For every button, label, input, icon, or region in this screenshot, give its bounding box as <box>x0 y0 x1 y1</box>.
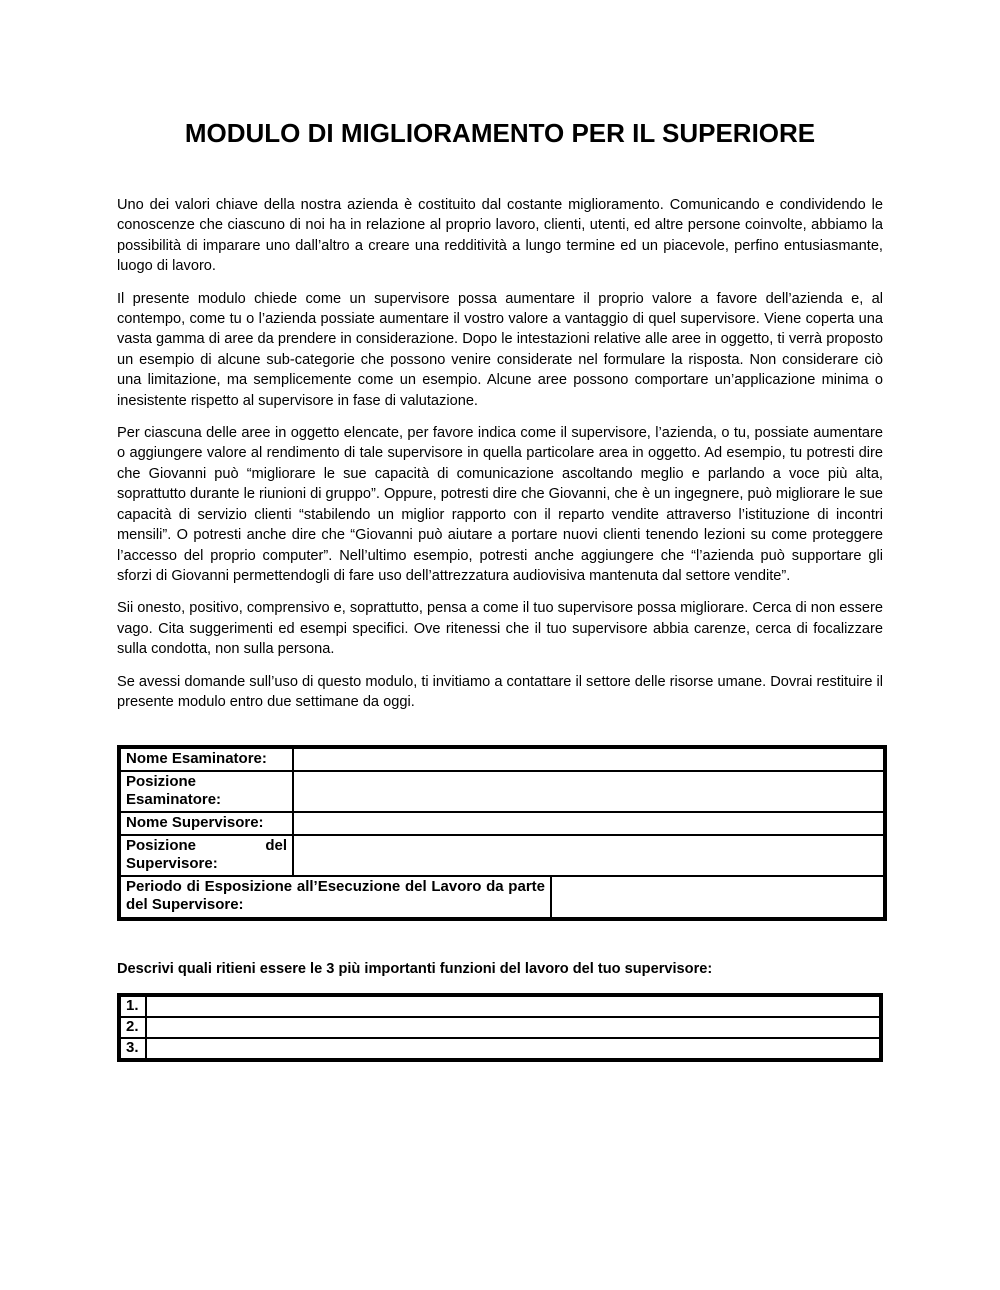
examiner-position-field[interactable] <box>293 771 885 812</box>
function-2-field[interactable] <box>146 1017 881 1038</box>
purpose-paragraph: Il presente modulo chiede come un supervisore possa aumentare il proprio valore a favore dell’azienda e, al contempo, come tu o l’azienda possiate aumentare il vostro valore a vantaggio di quel supervisore. Viene coperta una vasta gamma di aree da prendere in considerazione. Dopo le intestazioni relative alle aree in oggetto, ti verrà proposto un esempio di alcune sub-categorie che possono venire considerate nel formulare la risposta. Non considerare ciò una limitazione, ma semplicemente come un esempio. Alcune aree possono comportare un’applicazione minima o inesistente rispetto al supervisore in fase di valutazione. <box>117 290 883 409</box>
examiner-name-field[interactable] <box>293 747 885 771</box>
intro-paragraph: Uno dei valori chiave della nostra azienda è costituito dal costante miglioramento. Comunicando e condividendo le conoscenze che ciascuno di noi ha in relazione al proprio lavoro, clienti, utenti, ed altre persone coinvolte, abbiamo la possibilità di imparare uno dall’altro a creare una redditività a lungo termine ed un piacevole, perfino entusiasmante, luogo di lavoro. <box>117 197 883 275</box>
function-3-number: 3. <box>119 1038 146 1060</box>
functions-heading: Descrivi quali ritieni essere le 3 più importanti funzioni del lavoro del tuo supervisore: <box>117 961 713 978</box>
table-row <box>119 1017 881 1038</box>
supervisor-name-label: Nome Supervisore: <box>119 812 293 835</box>
function-1-field[interactable] <box>146 995 881 1017</box>
table-row <box>119 771 885 812</box>
table-row <box>119 812 885 835</box>
examiner-info-table <box>117 745 887 921</box>
examiner-position-label: Posizione Esaminatore: <box>119 771 293 812</box>
contact-paragraph: Se avessi domande sull’uso di questo modulo, ti invitiamo a contattare il settore delle risorse umane. Dovrai restituire il presente modulo entro due settimane da oggi. <box>117 673 883 710</box>
honesty-paragraph: Sii onesto, positivo, comprensivo e, soprattutto, pensa a come il tuo supervisore possa migliorare. Cerca di non essere vago. Cita suggerimenti ed esempi specifici. Ove ritenessi che il tuo supervisore abbia carenze, cerca di focalizzare sulla condotta, non sulla persona. <box>117 600 883 658</box>
table-row <box>119 995 881 1017</box>
exposure-period-label: Periodo di Esposizione all’Esecuzione del Lavoro da parte del Supervisore: <box>119 876 551 919</box>
exposure-period-field[interactable] <box>551 876 885 919</box>
table-row <box>119 1038 881 1060</box>
function-1-number: 1. <box>119 995 146 1017</box>
table-row <box>119 747 885 771</box>
supervisor-position-label: Posizione del Supervisore: <box>119 835 293 876</box>
function-3-field[interactable] <box>146 1038 881 1060</box>
supervisor-position-field[interactable] <box>293 835 885 876</box>
page-title: MODULO DI MIGLIORAMENTO PER IL SUPERIORE <box>184 118 816 148</box>
table-row <box>119 835 885 876</box>
function-2-number: 2. <box>119 1017 146 1038</box>
examiner-name-label: Nome Esaminatore: <box>119 747 293 771</box>
table-row <box>119 876 885 919</box>
functions-table <box>117 993 883 1062</box>
instructions-paragraph: Per ciascuna delle aree in oggetto elencate, per favore indica come il supervisore, l’azienda, o tu, possiate aumentare o aggiungere valore al rendimento di tale supervisore in quella particolare area in oggetto. Ad esempio, tu potresti dire che Giovanni può “migliorare le sue capacità di comunicazione ascoltando meglio e parlando a voce più alta, soprattutto durante le riunioni di gruppo”. Oppure, potresti dire che Giovanni, che è un ingegnere, può migliorare le sue capacità di servizio clienti “stabilendo un miglior rapporto con il reparto vendite attraverso l’istituzione di incontri mensili”. O potresti anche dire che “Giovanni può aiutare a portare nuovi clienti tenendo lezioni su come proteggere l’accesso del proprio computer”. Nell’ultimo esempio, potresti anche aggiungere che “l’azienda può supportare gli sforzi di Giovanni permettendogli di fare uso dell’attrezzatura audiovisiva mantenuta dal settore vendite”. <box>117 425 883 584</box>
supervisor-name-field[interactable] <box>293 812 885 835</box>
